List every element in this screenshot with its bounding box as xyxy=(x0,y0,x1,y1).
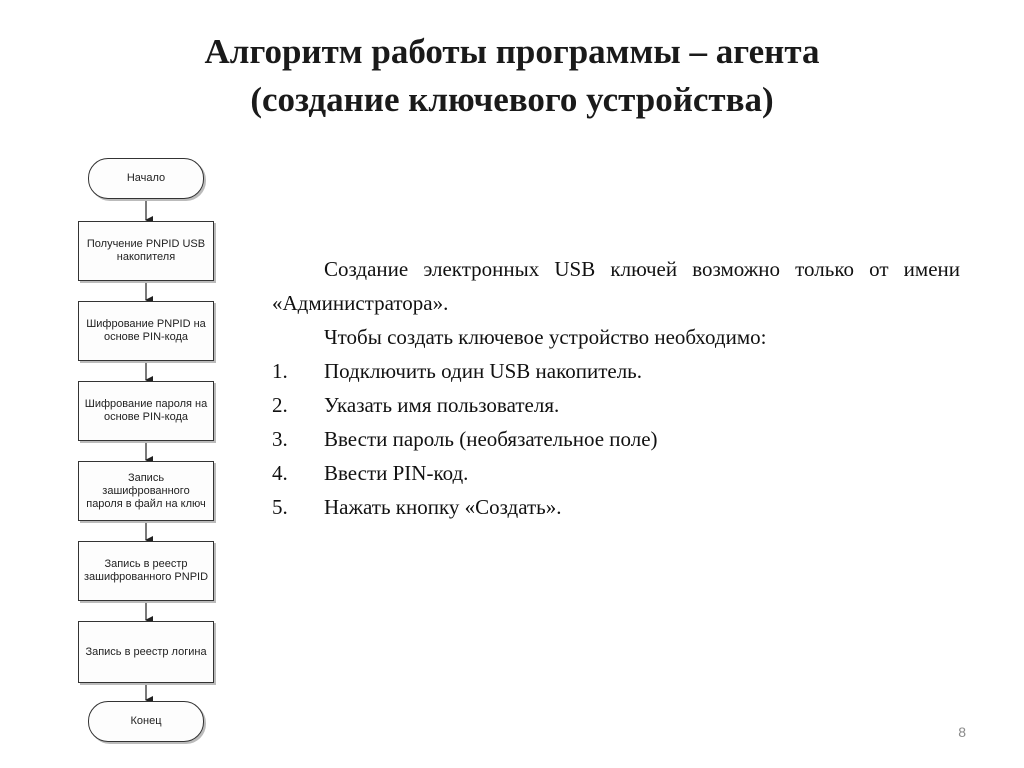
flowchart-step-6 xyxy=(78,621,214,683)
instruction-text: Ввести PIN-код. xyxy=(324,461,469,485)
instruction-number: 3. xyxy=(272,427,288,451)
title-line-1: Алгоритм работы программы – агента xyxy=(204,32,820,71)
flowchart-step-2-label: Шифрование PNPID на основе PIN-кода xyxy=(86,318,206,343)
instruction-text: Указать имя пользователя. xyxy=(324,393,560,417)
instruction-item xyxy=(272,354,960,388)
instruction-item xyxy=(272,490,960,524)
instruction-number: 2. xyxy=(272,393,288,417)
flowchart-step-5 xyxy=(78,541,214,601)
instruction-text: Подключить один USB накопитель. xyxy=(324,359,643,383)
title-line-2: (создание ключевого устройства) xyxy=(250,80,774,119)
paragraph-admin-note: Создание электронных USB ключей возможно только от имени «Администратора». xyxy=(272,257,960,315)
flowchart-step-6-label: Запись в реестр логина xyxy=(85,645,207,658)
flowchart-end-label: Конец xyxy=(130,715,162,727)
flowchart-step-1-label: Получение PNPID USB накопителя xyxy=(86,238,206,263)
paragraph-intro: Чтобы создать ключевое устройство необходимо: xyxy=(324,325,767,349)
flowchart-end-node xyxy=(88,701,204,742)
flowchart-step-4 xyxy=(78,461,214,521)
flowchart xyxy=(0,0,260,768)
instruction-item xyxy=(272,422,960,456)
instruction-number: 4. xyxy=(272,461,288,485)
flowchart-step-3-label: Шифрование пароля на основе PIN-кода xyxy=(84,398,208,423)
flowchart-step-5-label: Запись в реестр зашифрованного PNPID xyxy=(83,558,209,583)
instruction-number: 1. xyxy=(272,359,288,383)
flowchart-start-node xyxy=(88,158,204,199)
instructions-list xyxy=(272,354,960,524)
flowchart-step-4-label: Запись зашифрованного пароля в файл на ключ xyxy=(86,471,206,510)
flowchart-step-2 xyxy=(78,301,214,361)
body-text xyxy=(272,252,960,524)
flowchart-step-3 xyxy=(78,381,214,441)
instruction-item xyxy=(272,456,960,490)
flowchart-start-label: Начало xyxy=(126,172,166,184)
instruction-number: 5. xyxy=(272,495,288,519)
instruction-text: Нажать кнопку «Создать». xyxy=(324,495,562,519)
instruction-item xyxy=(272,388,960,422)
page-number: 8 xyxy=(958,724,966,740)
instruction-text: Ввести пароль (необязательное поле) xyxy=(324,427,658,451)
flowchart-step-1 xyxy=(78,221,214,281)
